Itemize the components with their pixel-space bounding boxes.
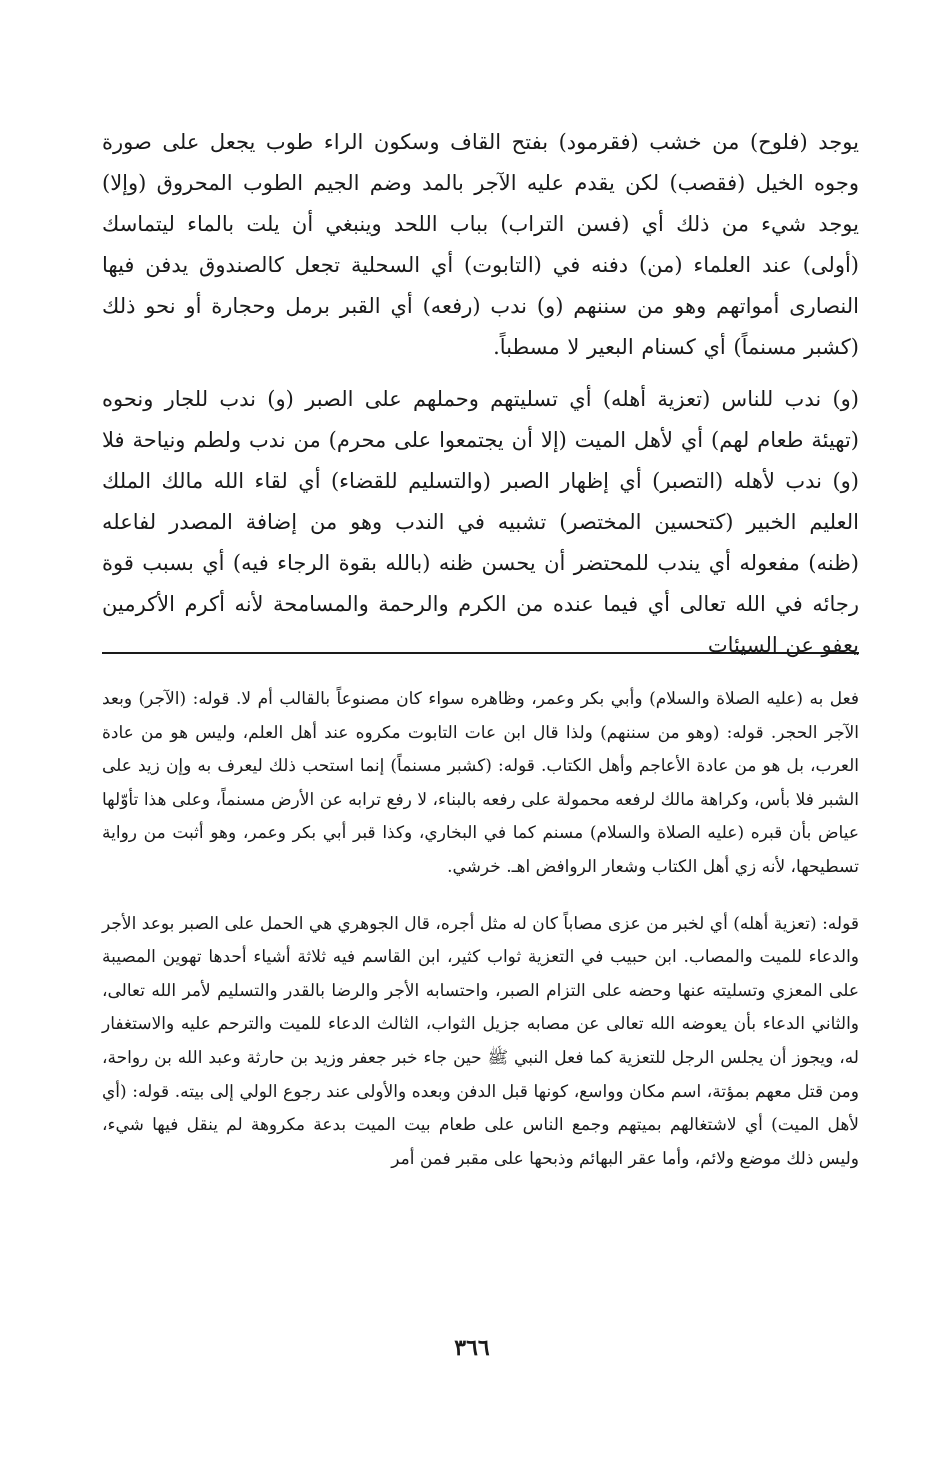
footnote-paragraph: قوله: (تعزية أهله) أي لخبر من عزى مصاباً كان له مثل أجره، قال الجوهري هي الحمل على الصبر بوعد الأجر والدعاء للميت والمصاب. ابن حبيب في التعزية ثواب كثير، ابن القاسم فيه ثلاثة أشياء أحدها تهوين المصيبة على المعزي وتسليته عنها وحضه على التزام الصبر، واحتسابه الأجر والرضا بالقدر والتسليم لأمر الله تعالى، والثاني الدعاء بأن يعوضه الله تعالى عن مصابه جزيل الثواب، الثالث الدعاء للميت والترحم عليه والاستغفار له، ويجوز أن يجلس الرجل للتعزية كما فعل النبي ﷺ حين جاء خبر جعفر وزيد بن حارثة وعبد الله بن رواحة، ومن قتل معهم بمؤتة، اسم مكان وواسع، كونها قبل الدفن وبعده والأولى عند رجوع الولي إلى بيته. قوله: (أي لأهل الميت) أي لاشتغالهم بميتهم وجمع الناس على طعام بيت الميت بدعة مكروهة لم ينقل فيها شيء، وليس ذلك موضع ولائم، وأما عقر البهائم وذبحها على مقبر فمن أمر bbox=[102, 913, 860, 1169]
footnote-paragraph: فعل به (عليه الصلاة والسلام) وأبي بكر وعمر، وظاهره سواء كان مصنوعاً بالقالب أم لا. قوله: (الآجر) وبعد الآجر الحجر. قوله: (وهو من سننهم) ولذا قال ابن عات التابوت مكروه عند أهل العلم، وليس هو من عادة العرب، بل هو من عادة الأعاجم وأهل الكتاب. قوله: (كشبر مسنماً) إنما استحب ذلك ليعرف به وإن زيد على الشبر فلا بأس، وكراهة مالك لرفعه محمولة على رفعه بالبناء، لا رفع ترابه عن الأرض مسنماً، وعلى هذا تأوّلها عياض بأن قبره (عليه الصلاة والسلام) مسنم كما في البخاري، وكذا قبر أبي بكر وعمر، وهو أثبت من رواية تسطيحها، لأنه زي أهل الكتاب وشعار الروافض اهـ. خرشي. bbox=[102, 689, 859, 877]
main-paragraph: (و) ندب للناس (تعزية أهله) أي تسليتهم وحملهم على الصبر (و) ندب للجار ونحوه (تهيئة طعام لهم) أي لأهل الميت (إلا أن يجتمعوا على محرم) من ندب ولطم ونياحة فلا (و) ندب لأهله (التصبر) أي إظهار الصبر (والتسليم للقضاء) أي لقاء الله مالك الملك العليم الخبير (كتحسين المختصر) تشبيه في الندب وهو من إضافة المصدر لفاعله (ظنه) مفعوله أي يندب للمحتضر أن يحسن ظنه (بالله بقوة الرجاء فيه) أي بسبب قوة رجائه في الله تعالى أي فيما عنده من الكرم والرحمة والمسامحة لأنه أكرم الأكرمين يعفو عن السيئات bbox=[102, 387, 859, 657]
footnote-divider bbox=[102, 652, 859, 654]
page-number: ٣٦٦ bbox=[454, 1335, 490, 1361]
main-paragraph: يوجد (فلوح) من خشب (فقرمود) بفتح القاف وسكون الراء طوب يجعل على صورة وجوه الخيل (فقصب) لكن يقدم عليه الآجر بالمد وضم الجيم الطوب المحروق (وإلا) يوجد شيء من ذلك أي (فسن التراب) بباب اللحد وينبغي أن يلت بالماء ليتماسك (أولى) عند العلماء (من) دفنه في (التابوت) أي السحلية تجعل كالصندوق يدفن فيها النصارى أمواتهم وهو من سننهم (و) ندب (رفعه) أي القبر برمل وحجارة أو نحو ذلك (كشبر مسنماً) أي كسنام البعير لا مسطباً. bbox=[102, 130, 859, 359]
main-text bbox=[102, 122, 859, 666]
footnotes bbox=[102, 683, 859, 1176]
